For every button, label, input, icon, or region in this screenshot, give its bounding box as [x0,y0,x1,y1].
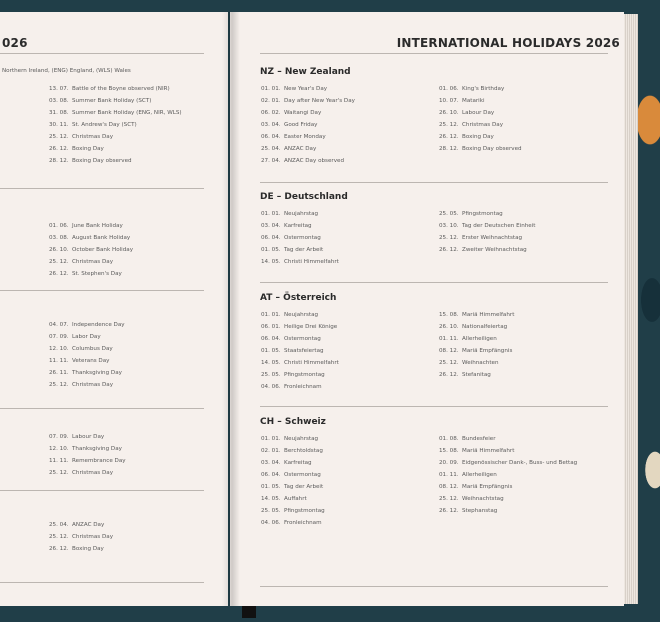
holiday-date: 06. 04. [261,472,281,478]
holiday-name: Karfreitag [284,460,312,466]
holiday-name: Berchtoldstag [284,448,323,454]
holiday-date: 10. 07. [439,98,459,104]
holiday-name: Thanksgiving Day [72,370,122,376]
holiday-date: 01. 01. [261,312,281,318]
holiday-row [261,433,325,445]
holiday-date: 06. 01. [261,324,281,330]
holiday-date: 12. 10. [49,446,69,452]
holiday-name: Ostermontag [284,472,321,478]
holiday-list [49,519,113,555]
holiday-row [261,119,355,131]
holiday-date: 03. 04. [261,223,281,229]
holiday-row [261,244,339,256]
holiday-list-de-right [439,208,535,256]
holiday-date: 25. 12. [49,534,69,540]
holiday-date: 03. 04. [261,122,281,128]
holiday-name: Mariä Empfängnis [462,348,513,354]
holiday-name: Christi Himmelfahrt [284,259,339,265]
holiday-name: Christmas Day [72,534,114,540]
holiday-name: ANZAC Day [284,146,317,152]
holiday-date: 27. 04. [261,158,281,164]
divider [0,53,204,54]
holiday-name: Easter Monday [284,134,326,140]
holiday-name: Independence Day [72,322,125,328]
holiday-date: 20. 09. [439,460,459,466]
holiday-date: 01. 05. [261,348,281,354]
holiday-date: 11. 11. [49,458,69,464]
divider [0,408,204,409]
holiday-list-at-left [261,309,339,393]
holiday-date: 03. 08. [49,98,69,104]
holiday-name: Christi Himmelfahrt [284,360,339,366]
holiday-row [49,343,125,355]
page-edges [624,14,638,604]
holiday-row [439,208,535,220]
holiday-date: 25. 04. [261,146,281,152]
right-page [230,12,624,606]
holiday-name: Matariki [462,98,485,104]
holiday-row [439,131,522,143]
holiday-name: ANZAC Day observed [284,158,345,164]
holiday-row [439,469,577,481]
holiday-row [261,493,325,505]
holiday-name: Day after New Year's Day [284,98,355,104]
left-page-header: 026 [2,36,28,50]
holiday-name: Pfingstmontag [462,211,503,217]
holiday-name: Weihnachten [462,360,499,366]
holiday-name: Christmas Day [72,134,114,140]
holiday-date: 26. 12. [439,508,459,514]
holiday-row [49,379,125,391]
holiday-row [261,457,325,469]
holiday-date: 01. 01. [261,86,281,92]
holiday-name: Mariä Himmelfahrt [462,312,515,318]
holiday-list-ch-left [261,433,325,529]
holiday-name: Columbus Day [72,346,113,352]
holiday-row [49,220,133,232]
holiday-row [439,95,522,107]
divider [260,53,608,54]
holiday-date: 12. 10. [49,346,69,352]
holiday-row [261,256,339,268]
holiday-date: 26. 12. [49,271,69,277]
holiday-name: Pfingstmontag [284,372,325,378]
holiday-row [439,309,514,321]
holiday-row [261,481,325,493]
holiday-row [49,443,126,455]
holiday-name: Boxing Day [72,546,104,552]
holiday-date: 26. 10. [439,110,459,116]
holiday-date: 25. 05. [261,372,281,378]
holiday-name: Thanksgiving Day [72,446,122,452]
holiday-row [261,469,325,481]
holiday-name: King's Birthday [462,86,505,92]
holiday-row [49,232,133,244]
holiday-row [261,345,339,357]
holiday-list-ch-right [439,433,577,517]
holiday-name: Ostermontag [284,336,321,342]
holiday-name: Christmas Day [72,470,114,476]
holiday-list [49,431,126,479]
holiday-row [261,107,355,119]
holiday-name: Pfingstmontag [284,508,325,514]
holiday-date: 06. 02. [261,110,281,116]
holiday-date: 31. 08. [49,110,69,116]
holiday-name: Mariä Himmelfahrt [462,448,515,454]
holiday-row [439,244,535,256]
holiday-name: Boxing Day observed [462,146,522,152]
holiday-date: 25. 12. [439,122,459,128]
holiday-name: Weihnachtstag [462,496,504,502]
holiday-row [261,143,355,155]
holiday-name: Bundesfeier [462,436,496,442]
holiday-row [261,208,339,220]
holiday-date: 25. 12. [439,235,459,241]
holiday-name: Labour Day [72,434,105,440]
holiday-date: 01. 05. [261,484,281,490]
left-page [0,12,228,606]
holiday-date: 01. 01. [261,211,281,217]
holiday-name: Waitangi Day [284,110,322,116]
holiday-date: 25. 12. [49,259,69,265]
holiday-date: 25. 12. [439,360,459,366]
holiday-row [261,131,355,143]
divider [0,290,204,291]
holiday-date: 25. 12. [439,496,459,502]
holiday-date: 26. 10. [49,247,69,253]
holiday-date: 26. 11. [49,370,69,376]
holiday-date: 26. 12. [49,146,69,152]
holiday-row [261,95,355,107]
holiday-row [439,220,535,232]
holiday-name: New Year's Day [284,86,328,92]
holiday-row [49,256,133,268]
holiday-date: 14. 05. [261,360,281,366]
holiday-name: Fronleichnam [284,520,322,526]
holiday-date: 26. 12. [49,546,69,552]
holiday-list-de-left [261,208,339,268]
holiday-date: 01. 06. [49,223,69,229]
holiday-name: Christmas Day [462,122,504,128]
holiday-name: Boxing Day observed [72,158,132,164]
holiday-date: 01. 06. [439,86,459,92]
holiday-name: Auffahrt [284,496,307,502]
holiday-date: 30. 11. [49,122,69,128]
holiday-row [49,119,182,131]
holiday-name: St. Stephen's Day [72,271,122,277]
holiday-row [49,355,125,367]
divider [260,586,608,587]
holiday-row [439,143,522,155]
holiday-date: 04. 06. [261,384,281,390]
holiday-name: Neujahrstag [284,312,319,318]
holiday-row [439,369,514,381]
holiday-row [261,381,339,393]
holiday-name: Erster Weihnachtstag [462,235,523,241]
holiday-row [439,357,514,369]
holiday-date: 25. 04. [49,522,69,528]
divider [0,582,204,583]
holiday-name: Tag der Arbeit [284,247,324,253]
holiday-name: Summer Bank Holiday (ENG, NIR, WLS) [72,110,182,116]
holiday-row [439,457,577,469]
holiday-date: 06. 04. [261,336,281,342]
holiday-date: 01. 01. [261,436,281,442]
holiday-row [439,83,522,95]
holiday-name: Allerheiligen [462,336,497,342]
holiday-date: 14. 05. [261,259,281,265]
holiday-row [439,481,577,493]
holiday-row [49,83,182,95]
holiday-row [49,143,182,155]
holiday-row [49,268,133,280]
holiday-row [261,309,339,321]
uk-region-note: Northern Ireland, (ENG) England, (WLS) Wales [2,68,131,74]
holiday-date: 26. 12. [439,247,459,253]
holiday-date: 14. 05. [261,496,281,502]
holiday-name: Neujahrstag [284,211,319,217]
holiday-date: 13. 07. [49,86,69,92]
holiday-name: Boxing Day [462,134,494,140]
holiday-name: Veterans Day [72,358,110,364]
holiday-row [49,467,126,479]
holiday-row [261,83,355,95]
holiday-name: Christmas Day [72,259,114,265]
holiday-list-nz-left [261,83,355,167]
holiday-date: 28. 12. [439,146,459,152]
holiday-row [439,107,522,119]
holiday-date: 06. 04. [261,134,281,140]
holiday-row [49,244,133,256]
holiday-date: 04. 07. [49,322,69,328]
holiday-name: Fronleichnam [284,384,322,390]
holiday-row [439,493,577,505]
holiday-row [49,531,113,543]
holiday-row [439,345,514,357]
holiday-row [261,505,325,517]
holiday-date: 02. 01. [261,98,281,104]
holiday-name: St. Andrew's Day (SCT) [72,122,137,128]
holiday-name: Summer Bank Holiday (SCT) [72,98,152,104]
divider [0,188,204,189]
holiday-date: 03. 10. [439,223,459,229]
holiday-row [439,321,514,333]
holiday-name: October Bank Holiday [72,247,134,253]
holiday-list-nz-right [439,83,522,155]
holiday-name: Mariä Empfängnis [462,484,513,490]
holiday-date: 03. 08. [49,235,69,241]
holiday-name: Heilige Drei Könige [284,324,338,330]
holiday-row [49,431,126,443]
holiday-list [49,83,182,167]
holiday-date: 04. 06. [261,520,281,526]
holiday-name: Allerheiligen [462,472,497,478]
holiday-row [439,433,577,445]
holiday-list-at-right [439,309,514,381]
holiday-date: 01. 08. [439,436,459,442]
holiday-date: 03. 04. [261,460,281,466]
holiday-name: Neujahrstag [284,436,319,442]
holiday-name: ANZAC Day [72,522,105,528]
holiday-row [439,333,514,345]
country-title-at: AT – Österreich [260,293,337,303]
country-title-ch: CH – Schweiz [260,417,326,427]
holiday-name: Staatsfeiertag [284,348,324,354]
holiday-row [439,445,577,457]
holiday-name: August Bank Holiday [72,235,131,241]
right-page-header: INTERNATIONAL HOLIDAYS 2026 [396,36,620,50]
holiday-row [49,331,125,343]
holiday-date: 15. 08. [439,448,459,454]
holiday-name: Tag der Arbeit [284,484,324,490]
holiday-row [49,95,182,107]
holiday-name: June Bank Holiday [72,223,123,229]
holiday-row [49,455,126,467]
holiday-row [261,445,325,457]
country-title-de: DE – Deutschland [260,192,348,202]
holiday-name: Zweiter Weihnachtstag [462,247,527,253]
holiday-date: 01. 05. [261,247,281,253]
holiday-name: Remembrance Day [72,458,126,464]
holiday-row [261,369,339,381]
holiday-name: Stephanstag [462,508,498,514]
holiday-date: 07. 09. [49,434,69,440]
holiday-row [439,119,522,131]
divider [0,490,204,491]
holiday-date: 08. 12. [439,348,459,354]
holiday-name: Battle of the Boyne observed (NIR) [72,86,170,92]
holiday-name: Karfreitag [284,223,312,229]
holiday-row [261,232,339,244]
divider [260,406,608,407]
holiday-date: 25. 12. [49,470,69,476]
holiday-list [49,319,125,391]
holiday-name: Eidgenössischer Dank-, Buss- und Bettag [462,460,578,466]
country-title-nz: NZ – New Zealand [260,67,351,77]
holiday-date: 01. 11. [439,336,459,342]
holiday-date: 26. 12. [439,134,459,140]
holiday-date: 11. 11. [49,358,69,364]
holiday-row [49,107,182,119]
holiday-name: Christmas Day [72,382,114,388]
holiday-row [49,519,113,531]
holiday-list [49,220,133,280]
holiday-date: 01. 11. [439,472,459,478]
holiday-date: 08. 12. [439,484,459,490]
holiday-name: Ostermontag [284,235,321,241]
holiday-name: Labor Day [72,334,101,340]
holiday-row [261,155,355,167]
holiday-name: Boxing Day [72,146,104,152]
holiday-date: 25. 05. [439,211,459,217]
holiday-date: 26. 10. [439,324,459,330]
book-gutter [222,12,240,606]
holiday-row [261,333,339,345]
holiday-name: Nationalfeiertag [462,324,508,330]
holiday-row [439,232,535,244]
holiday-name: Labour Day [462,110,495,116]
holiday-name: Stefanitag [462,372,491,378]
holiday-row [261,220,339,232]
holiday-date: 25. 12. [49,134,69,140]
holiday-row [261,321,339,333]
holiday-date: 28. 12. [49,158,69,164]
holiday-row [49,319,125,331]
holiday-row [49,155,182,167]
holiday-row [261,357,339,369]
holiday-date: 25. 05. [261,508,281,514]
holiday-name: Good Friday [284,122,318,128]
holiday-row [49,543,113,555]
holiday-date: 15. 08. [439,312,459,318]
holiday-name: Tag der Deutschen Einheit [462,223,536,229]
holiday-row [261,517,325,529]
divider [260,282,608,283]
holiday-date: 26. 12. [439,372,459,378]
holiday-row [439,505,577,517]
holiday-date: 06. 04. [261,235,281,241]
holiday-row [49,131,182,143]
holiday-date: 07. 09. [49,334,69,340]
holiday-date: 25. 12. [49,382,69,388]
divider [260,182,608,183]
holiday-row [49,367,125,379]
holiday-date: 02. 01. [261,448,281,454]
